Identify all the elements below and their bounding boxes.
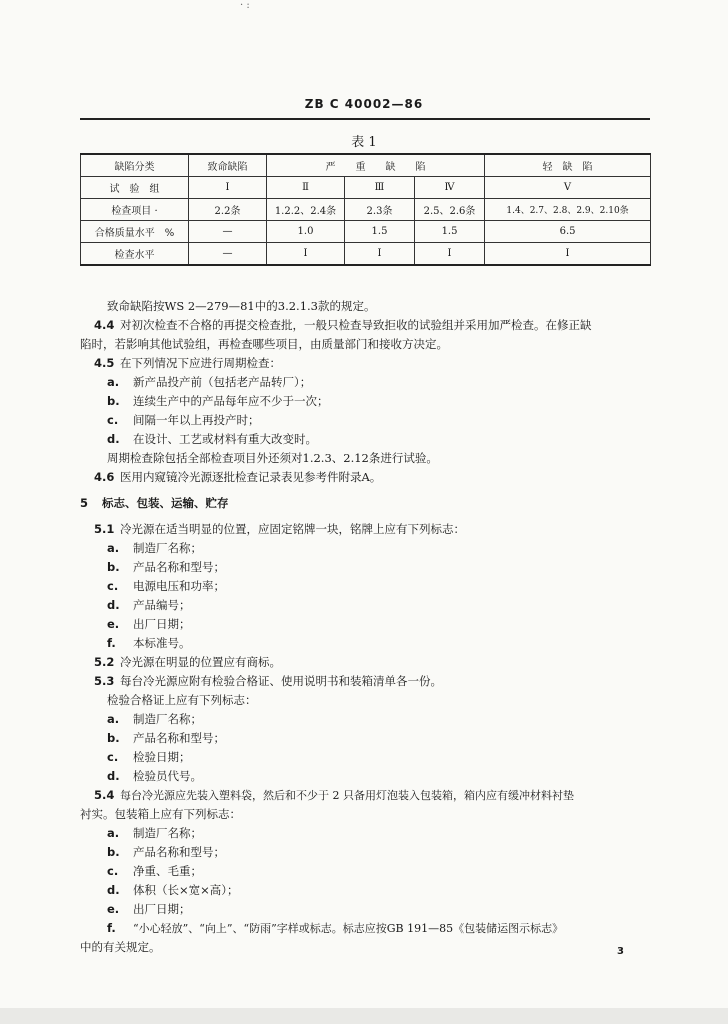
line-text: 产品名称和型号； — [133, 731, 225, 745]
list-marker: a. — [107, 712, 120, 726]
list-item — [107, 541, 202, 556]
clause-number: 5.1 — [94, 522, 115, 536]
list-item — [107, 712, 202, 727]
standard-number-header: ZB C 40002—86 — [304, 97, 424, 111]
list-marker: e. — [107, 902, 120, 916]
table-cell: 6.5 — [485, 221, 651, 243]
list-item — [107, 560, 225, 575]
list-item — [107, 750, 191, 765]
list-marker: b. — [107, 845, 120, 859]
paragraph-line — [80, 940, 161, 955]
line-text: 产品名称和型号； — [133, 845, 225, 859]
line-text: 在下列情况下应进行周期检查： — [120, 356, 281, 370]
table-header-row — [81, 154, 651, 177]
table-row — [81, 199, 651, 221]
table-cell: 试 验 组 — [81, 177, 189, 199]
list-marker: a. — [107, 541, 120, 555]
list-item — [107, 864, 202, 879]
table-cell: 检查项目 · — [81, 199, 189, 221]
paragraph-line — [80, 807, 241, 822]
table-cell: 1.0 — [267, 221, 345, 243]
line-text: 冷光源在适当明显的位置，应固定铭牌一块，铭牌上应有下列标志： — [120, 522, 465, 536]
table-header-cell: 轻 缺 陷 — [485, 154, 651, 177]
clause-5-2 — [94, 655, 281, 670]
line-text: 产品名称和型号； — [133, 560, 225, 574]
table-cell: Ⅴ — [485, 177, 651, 199]
scan-bottom-edge — [0, 1008, 728, 1024]
list-item — [107, 579, 225, 594]
list-item — [107, 413, 260, 428]
table-cell: 1.5 — [345, 221, 415, 243]
line-text: 制造厂名称； — [133, 541, 202, 555]
list-item — [107, 731, 225, 746]
list-item — [107, 636, 191, 651]
line-text: 制造厂名称； — [133, 712, 202, 726]
table-cell: 检查水平 — [81, 243, 189, 266]
section-title: 标志、包装、运输、贮存 — [102, 496, 229, 510]
line-text: 检验日期； — [133, 750, 191, 764]
list-marker: b. — [107, 394, 120, 408]
line-text: 每台冷光源应附有检验合格证、使用说明书和装箱清单各一份。 — [120, 674, 442, 688]
list-marker: b. — [107, 560, 120, 574]
table-cell: 合格质量水平 % — [81, 221, 189, 243]
line-text: 对初次检查不合格的再提交检查批，一般只检查导致拒收的试验组并采用加严检查。在修正缺 — [120, 318, 592, 332]
list-marker: a. — [107, 375, 120, 389]
paragraph-line — [80, 337, 448, 352]
header-rule — [80, 118, 650, 120]
paragraph-line — [107, 299, 376, 314]
line-text: 中的有关规定。 — [80, 940, 161, 954]
table-cell: 1.4、2.7、2.8、2.9、2.10条 — [485, 199, 651, 221]
section-number: 5 — [80, 496, 89, 510]
clause-number: 4.4 — [94, 318, 115, 332]
list-item — [107, 883, 239, 898]
table-cell: Ⅰ — [267, 243, 345, 266]
list-marker: b. — [107, 731, 120, 745]
defect-classification-table — [80, 153, 651, 266]
table-header-cell: 致命缺陷 — [189, 154, 267, 177]
clause-number: 5.3 — [94, 674, 115, 688]
list-marker: c. — [107, 750, 119, 764]
line-text: 检验合格证上应有下列标志： — [107, 693, 257, 707]
line-text: 制造厂名称； — [133, 826, 202, 840]
table-cell: Ⅳ — [415, 177, 485, 199]
line-text: 检验员代号。 — [133, 769, 202, 783]
clause-number: 4.5 — [94, 356, 115, 370]
list-item — [107, 845, 225, 860]
table-cell: Ⅲ — [345, 177, 415, 199]
table-cell: — — [189, 243, 267, 266]
list-item — [107, 902, 191, 917]
table-cell: 2.5、2.6条 — [415, 199, 485, 221]
table-row — [81, 221, 651, 243]
line-text: 陷时，若影响其他试验组，再检查哪些项目，由质量部门和接收方决定。 — [80, 337, 448, 351]
line-text: 冷光源在明显的位置应有商标。 — [120, 655, 281, 669]
line-text: 医用内窥镜冷光源逐批检查记录表见参考件附录A。 — [120, 470, 382, 484]
table-cell: Ⅰ — [189, 177, 267, 199]
line-text: 间隔一年以上再投产时； — [133, 413, 260, 427]
clause-number: 5.2 — [94, 655, 115, 669]
table-header-cell: 严 重 缺 陷 — [267, 154, 485, 177]
line-text: 体积（长×宽×高）； — [133, 883, 239, 897]
line-text: 出厂日期； — [133, 902, 191, 916]
section-heading-5 — [80, 496, 229, 511]
table-cell: 2.3条 — [345, 199, 415, 221]
table-caption: 表 1 — [351, 135, 377, 150]
paragraph-line — [107, 693, 257, 708]
table-cell: Ⅱ — [267, 177, 345, 199]
list-item — [107, 598, 191, 613]
line-text: 每台冷光源应先装入塑料袋，然后和不少于 2 只备用灯泡装入包装箱，箱内应有缓冲材料衬垫 — [120, 789, 574, 802]
clause-4-6 — [94, 470, 381, 485]
clause-4-5 — [94, 356, 281, 371]
list-marker: c. — [107, 579, 119, 593]
line-text: 净重、毛重； — [133, 864, 202, 878]
line-text: 出厂日期； — [133, 617, 191, 631]
list-marker: f. — [107, 636, 116, 650]
list-item — [107, 826, 202, 841]
paragraph-line — [107, 451, 438, 466]
list-marker: d. — [107, 883, 120, 897]
line-text: 电源电压和功率； — [133, 579, 225, 593]
line-text: 在设计、工艺或材料有重大改变时。 — [133, 432, 317, 446]
list-marker: d. — [107, 769, 120, 783]
table-cell: 1.2.2、2.4条 — [267, 199, 345, 221]
table-row — [81, 243, 651, 266]
table-cell: 2.2条 — [189, 199, 267, 221]
line-text: 致命缺陷按WS 2—279—81中的3.2.1.3款的规定。 — [107, 299, 376, 313]
list-item — [107, 394, 329, 409]
line-text: “小心轻放”、“向上”、“防雨”字样或标志。标志应按GB 191—85《包装储运图示标志》 — [133, 922, 564, 935]
clause-5-1 — [94, 522, 465, 537]
scan-speck: · : — [240, 0, 250, 11]
list-item — [107, 769, 202, 784]
table-header-cell: 缺陷分类 — [81, 154, 189, 177]
list-marker: c. — [107, 864, 119, 878]
line-text: 周期检查除包括全部检查项目外还须对1.2.3、2.12条进行试验。 — [107, 451, 438, 465]
list-item — [107, 375, 311, 390]
table-row — [81, 177, 651, 199]
clause-4-4 — [94, 318, 592, 333]
list-marker: f. — [107, 921, 116, 935]
table-cell: Ⅰ — [415, 243, 485, 266]
clause-5-4 — [94, 788, 574, 803]
table-cell: Ⅰ — [485, 243, 651, 266]
line-text: 新产品投产前（包括老产品转厂）； — [133, 375, 312, 389]
list-marker: d. — [107, 598, 120, 612]
table-cell: 1.5 — [415, 221, 485, 243]
page-number: 3 — [617, 946, 624, 957]
clause-5-3 — [94, 674, 442, 689]
clause-number: 5.4 — [94, 788, 115, 802]
list-marker: a. — [107, 826, 120, 840]
list-item — [107, 921, 563, 936]
list-item — [107, 432, 317, 447]
list-item — [107, 617, 191, 632]
table-cell: — — [189, 221, 267, 243]
list-marker: c. — [107, 413, 119, 427]
table-cell: Ⅰ — [345, 243, 415, 266]
line-text: 连续生产中的产品每年应不少于一次； — [133, 394, 329, 408]
list-marker: d. — [107, 432, 120, 446]
clause-number: 4.6 — [94, 470, 115, 484]
line-text: 产品编号； — [133, 598, 191, 612]
list-marker: e. — [107, 617, 120, 631]
line-text: 衬实。包装箱上应有下列标志： — [80, 807, 241, 821]
line-text: 本标准号。 — [133, 636, 191, 650]
